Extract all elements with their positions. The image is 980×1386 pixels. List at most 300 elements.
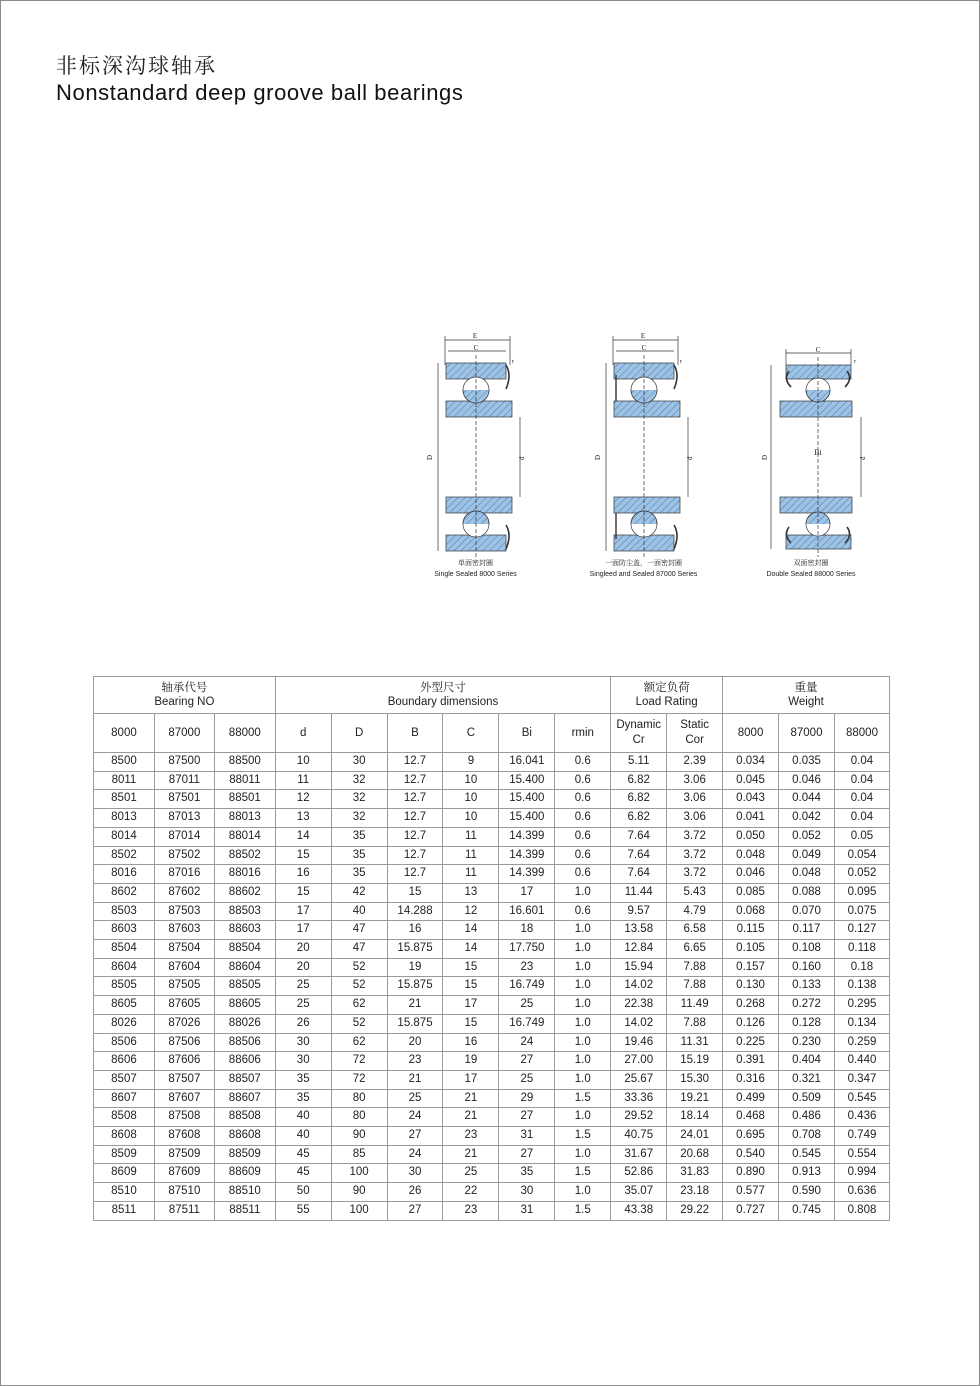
table-cell: 31 <box>499 1127 555 1146</box>
table-cell: 30 <box>499 1183 555 1202</box>
table-cell: 0.068 <box>723 902 779 921</box>
table-cell: 32 <box>331 790 387 809</box>
table-cell: 16 <box>275 865 331 884</box>
table-cell: 1.0 <box>555 940 611 959</box>
table-cell: 3.72 <box>667 846 723 865</box>
table-cell: 87511 <box>154 1201 214 1220</box>
table-row <box>94 790 890 809</box>
table-cell: 0.138 <box>834 977 889 996</box>
table-cell: 87606 <box>154 1052 214 1071</box>
table-cell: 42 <box>331 883 387 902</box>
table-cell: 11.49 <box>667 996 723 1015</box>
table-cell: 25 <box>499 996 555 1015</box>
column-header: Dynamic Cr <box>611 714 667 753</box>
table-cell: 8505 <box>94 977 155 996</box>
table-cell: 0.048 <box>779 865 835 884</box>
table-cell: 0.085 <box>723 883 779 902</box>
table-cell: 20.68 <box>667 1145 723 1164</box>
table-cell: 20 <box>275 940 331 959</box>
table-cell: 25 <box>499 1070 555 1089</box>
table-cell: 0.126 <box>723 1014 779 1033</box>
table-cell: 30 <box>275 1052 331 1071</box>
column-header: 88000 <box>834 714 889 753</box>
diagram2-caption <box>576 558 711 580</box>
table-cell: 87604 <box>154 958 214 977</box>
table-cell: 0.6 <box>555 753 611 772</box>
table-cell: 1.0 <box>555 1014 611 1033</box>
table-cell: 27 <box>499 1145 555 1164</box>
table-cell: 26 <box>275 1014 331 1033</box>
table-cell: 27 <box>499 1052 555 1071</box>
table-cell: 15 <box>275 883 331 902</box>
diagram2-label-small-d: d <box>686 456 694 460</box>
column-header: D <box>331 714 387 753</box>
table-cell: 3.72 <box>667 865 723 884</box>
diagram1-label-e: E <box>472 332 478 340</box>
page-title-cn: 非标深沟球轴承 <box>56 54 217 78</box>
table-cell: 9 <box>443 753 499 772</box>
table-cell: 25 <box>443 1164 499 1183</box>
table-cell: 88011 <box>214 771 275 790</box>
table-cell: 40 <box>331 902 387 921</box>
column-header: B <box>387 714 443 753</box>
table-cell: 30 <box>331 753 387 772</box>
table-cell: 0.225 <box>723 1033 779 1052</box>
table-cell: 21 <box>443 1108 499 1127</box>
table-cell: 12.7 <box>387 790 443 809</box>
table-cell: 17 <box>443 1070 499 1089</box>
table-cell: 88511 <box>214 1201 275 1220</box>
table-cell: 14 <box>275 827 331 846</box>
table-cell: 0.035 <box>779 753 835 772</box>
table-cell: 0.105 <box>723 940 779 959</box>
table-cell: 6.82 <box>611 790 667 809</box>
table-cell: 35 <box>331 865 387 884</box>
table-cell: 31.67 <box>611 1145 667 1164</box>
table-cell: 87014 <box>154 827 214 846</box>
table-cell: 8605 <box>94 996 155 1015</box>
table-cell: 7.88 <box>667 977 723 996</box>
table-cell: 8026 <box>94 1014 155 1033</box>
column-header: 8000 <box>723 714 779 753</box>
table-cell: 17.750 <box>499 940 555 959</box>
table-cell: 6.58 <box>667 921 723 940</box>
bearing-diagrams <box>418 325 878 595</box>
table-cell: 100 <box>331 1201 387 1220</box>
table-cell: 18 <box>499 921 555 940</box>
diagram1-caption-cn: 单面密封圈 <box>458 559 493 567</box>
table-cell: 0.160 <box>779 958 835 977</box>
table-cell: 24.01 <box>667 1127 723 1146</box>
table-cell: 0.054 <box>834 846 889 865</box>
table-row <box>94 1164 890 1183</box>
table-cell: 8510 <box>94 1183 155 1202</box>
table-cell: 24 <box>499 1033 555 1052</box>
table-cell: 7.88 <box>667 1014 723 1033</box>
table-cell: 87500 <box>154 753 214 772</box>
table-cell: 8511 <box>94 1201 155 1220</box>
table-cell: 35 <box>499 1164 555 1183</box>
table-cell: 11 <box>443 846 499 865</box>
table-cell: 15.19 <box>667 1052 723 1071</box>
table-row <box>94 1014 890 1033</box>
table-cell: 0.04 <box>834 753 889 772</box>
table-cell: 0.049 <box>779 846 835 865</box>
table-cell: 87016 <box>154 865 214 884</box>
table-cell: 72 <box>331 1052 387 1071</box>
table-cell: 16 <box>443 1033 499 1052</box>
table-cell: 13.58 <box>611 921 667 940</box>
table-cell: 14.02 <box>611 1014 667 1033</box>
table-cell: 0.043 <box>723 790 779 809</box>
table-cell: 21 <box>387 996 443 1015</box>
table-cell: 72 <box>331 1070 387 1089</box>
table-cell: 25.67 <box>611 1070 667 1089</box>
table-cell: 88509 <box>214 1145 275 1164</box>
diagram1-caption-en: Single Sealed 8000 Series <box>434 571 517 578</box>
table-cell: 88603 <box>214 921 275 940</box>
diagram3-label-small-d: d <box>859 456 867 460</box>
table-row <box>94 1089 890 1108</box>
table-cell: 0.04 <box>834 790 889 809</box>
table-cell: 8606 <box>94 1052 155 1071</box>
table-cell: 15.30 <box>667 1070 723 1089</box>
column-header: 87000 <box>154 714 214 753</box>
table-cell: 8502 <box>94 846 155 865</box>
table-cell: 0.545 <box>834 1089 889 1108</box>
table-cell: 23.18 <box>667 1183 723 1202</box>
table-cell: 22 <box>443 1183 499 1202</box>
table-cell: 29.52 <box>611 1108 667 1127</box>
table-cell: 0.994 <box>834 1164 889 1183</box>
table-cell: 88607 <box>214 1089 275 1108</box>
table-row <box>94 1033 890 1052</box>
table-cell: 87603 <box>154 921 214 940</box>
table-cell: 1.5 <box>555 1164 611 1183</box>
table-cell: 1.0 <box>555 1108 611 1127</box>
table-cell: 0.118 <box>834 940 889 959</box>
table-cell: 15.875 <box>387 1014 443 1033</box>
table-cell: 0.041 <box>723 809 779 828</box>
table-cell: 15.94 <box>611 958 667 977</box>
table-cell: 1.5 <box>555 1201 611 1220</box>
table-cell: 19.21 <box>667 1089 723 1108</box>
table-row <box>94 827 890 846</box>
table-cell: 87501 <box>154 790 214 809</box>
table-cell: 1.0 <box>555 1070 611 1089</box>
table-cell: 11 <box>275 771 331 790</box>
table-cell: 35 <box>275 1089 331 1108</box>
table-cell: 8503 <box>94 902 155 921</box>
table-cell: 1.0 <box>555 977 611 996</box>
table-cell: 25 <box>275 996 331 1015</box>
table-cell: 15 <box>443 958 499 977</box>
table-cell: 90 <box>331 1183 387 1202</box>
table-cell: 2.39 <box>667 753 723 772</box>
column-header: 87000 <box>779 714 835 753</box>
table-cell: 45 <box>275 1164 331 1183</box>
table-cell: 0.440 <box>834 1052 889 1071</box>
table-cell: 88507 <box>214 1070 275 1089</box>
table-cell: 0.259 <box>834 1033 889 1052</box>
table-cell: 0.509 <box>779 1089 835 1108</box>
table-cell: 8602 <box>94 883 155 902</box>
column-header: rmin <box>555 714 611 753</box>
table-cell: 0.6 <box>555 846 611 865</box>
diagram3-label-c: C <box>815 346 821 354</box>
table-cell: 17 <box>275 902 331 921</box>
table-cell: 0.6 <box>555 790 611 809</box>
table-cell: 14.399 <box>499 865 555 884</box>
table-cell: 0.890 <box>723 1164 779 1183</box>
table-cell: 24 <box>387 1108 443 1127</box>
table-row <box>94 921 890 940</box>
table-cell: 87608 <box>154 1127 214 1146</box>
table-cell: 12 <box>443 902 499 921</box>
table-cell: 40 <box>275 1127 331 1146</box>
table-cell: 0.554 <box>834 1145 889 1164</box>
bearing-diagrams-svg <box>418 325 878 595</box>
table-row <box>94 753 890 772</box>
table-cell: 8016 <box>94 865 155 884</box>
table-cell: 3.06 <box>667 809 723 828</box>
diagram1-caption <box>418 558 533 580</box>
diagram1-label-r: r <box>512 359 514 365</box>
table-cell: 0.050 <box>723 827 779 846</box>
table-cell: 88505 <box>214 977 275 996</box>
table-cell: 14.02 <box>611 977 667 996</box>
table-cell: 1.0 <box>555 996 611 1015</box>
table-cell: 8608 <box>94 1127 155 1146</box>
table-cell: 88504 <box>214 940 275 959</box>
table-cell: 0.545 <box>779 1145 835 1164</box>
table-cell: 23 <box>443 1127 499 1146</box>
table-cell: 100 <box>331 1164 387 1183</box>
diagram1-label-big-d: D <box>426 454 434 460</box>
table-cell: 5.11 <box>611 753 667 772</box>
table-cell: 10 <box>443 790 499 809</box>
table-cell: 88609 <box>214 1164 275 1183</box>
table-row <box>94 902 890 921</box>
table-cell: 6.65 <box>667 940 723 959</box>
table-cell: 0.499 <box>723 1089 779 1108</box>
table-cell: 45 <box>275 1145 331 1164</box>
table-cell: 16.601 <box>499 902 555 921</box>
table-cell: 35.07 <box>611 1183 667 1202</box>
group-weight: 重量 Weight <box>723 677 890 714</box>
table-cell: 31.83 <box>667 1164 723 1183</box>
table-cell: 12.7 <box>387 771 443 790</box>
diagram3-label-big-d: D <box>761 454 769 460</box>
table-cell: 87504 <box>154 940 214 959</box>
table-cell: 16.749 <box>499 1014 555 1033</box>
table-cell: 33.36 <box>611 1089 667 1108</box>
diagram3-caption-en: Double Sealed 88000 Series <box>766 571 856 578</box>
table-cell: 88605 <box>214 996 275 1015</box>
table-cell: 24 <box>387 1145 443 1164</box>
table-cell: 88602 <box>214 883 275 902</box>
table-cell: 0.6 <box>555 902 611 921</box>
table-cell: 52 <box>331 958 387 977</box>
diagram3-label-bi: Bi <box>814 448 822 457</box>
table-cell: 10 <box>443 771 499 790</box>
table-cell: 15.875 <box>387 940 443 959</box>
table-cell: 1.0 <box>555 1033 611 1052</box>
table-cell: 11.31 <box>667 1033 723 1052</box>
table-cell: 16.041 <box>499 753 555 772</box>
diagram2-caption-en: Singleed and Sealed 87000 Series <box>589 571 698 578</box>
table-cell: 12.7 <box>387 809 443 828</box>
table-cell: 87505 <box>154 977 214 996</box>
table-cell: 7.88 <box>667 958 723 977</box>
diagram2-caption-cn: 一面防尘盖，一面密封圈 <box>605 559 682 567</box>
table-cell: 0.486 <box>779 1108 835 1127</box>
table-cell: 31 <box>499 1201 555 1220</box>
table-cell: 29 <box>499 1089 555 1108</box>
table-cell: 13 <box>275 809 331 828</box>
table-cell: 8013 <box>94 809 155 828</box>
table-cell: 16.749 <box>499 977 555 996</box>
diagram2-label-c: C <box>641 344 647 352</box>
table-cell: 1.0 <box>555 883 611 902</box>
diagram1-label-c: C <box>473 344 479 352</box>
table-cell: 1.5 <box>555 1089 611 1108</box>
table-cell: 6.82 <box>611 809 667 828</box>
table-cell: 87507 <box>154 1070 214 1089</box>
table-cell: 32 <box>331 809 387 828</box>
column-header: 8000 <box>94 714 155 753</box>
column-header: Bi <box>499 714 555 753</box>
table-cell: 27 <box>387 1201 443 1220</box>
table-cell: 19 <box>387 958 443 977</box>
diagram-single-sealed <box>438 336 520 557</box>
table-cell: 22.38 <box>611 996 667 1015</box>
table-cell: 20 <box>275 958 331 977</box>
table-cell: 9.57 <box>611 902 667 921</box>
table-cell: 87509 <box>154 1145 214 1164</box>
table-cell: 8603 <box>94 921 155 940</box>
table-cell: 1.0 <box>555 1183 611 1202</box>
table-cell: 88026 <box>214 1014 275 1033</box>
table-cell: 0.108 <box>779 940 835 959</box>
table-cell: 0.046 <box>779 771 835 790</box>
table-cell: 0.295 <box>834 996 889 1015</box>
table-cell: 88016 <box>214 865 275 884</box>
table-cell: 0.404 <box>779 1052 835 1071</box>
table-cell: 15.875 <box>387 977 443 996</box>
table-cell: 88606 <box>214 1052 275 1071</box>
table-cell: 0.088 <box>779 883 835 902</box>
table-row <box>94 958 890 977</box>
table-cell: 88503 <box>214 902 275 921</box>
table-cell: 15 <box>275 846 331 865</box>
table-cell: 0.128 <box>779 1014 835 1033</box>
table-cell: 0.117 <box>779 921 835 940</box>
table-cell: 0.04 <box>834 771 889 790</box>
table-row <box>94 1183 890 1202</box>
table-cell: 8501 <box>94 790 155 809</box>
table-cell: 23 <box>443 1201 499 1220</box>
table-cell: 8011 <box>94 771 155 790</box>
table-cell: 1.0 <box>555 921 611 940</box>
table-cell: 88500 <box>214 753 275 772</box>
table-cell: 35 <box>331 846 387 865</box>
table-cell: 8508 <box>94 1108 155 1127</box>
table-row <box>94 1127 890 1146</box>
table-row <box>94 771 890 790</box>
table-cell: 7.64 <box>611 865 667 884</box>
table-cell: 87011 <box>154 771 214 790</box>
table-cell: 80 <box>331 1108 387 1127</box>
table-cell: 15 <box>443 977 499 996</box>
table-cell: 14.288 <box>387 902 443 921</box>
table-cell: 87605 <box>154 996 214 1015</box>
table-row <box>94 1108 890 1127</box>
table-cell: 87026 <box>154 1014 214 1033</box>
table-cell: 5.43 <box>667 883 723 902</box>
table-cell: 14.399 <box>499 846 555 865</box>
table-cell: 10 <box>443 809 499 828</box>
table-cell: 0.044 <box>779 790 835 809</box>
table-cell: 15.400 <box>499 809 555 828</box>
diagram3-caption <box>751 558 871 580</box>
table-cell: 0.749 <box>834 1127 889 1146</box>
table-cell: 0.391 <box>723 1052 779 1071</box>
table-cell: 87602 <box>154 883 214 902</box>
table-cell: 11 <box>443 865 499 884</box>
table-cell: 90 <box>331 1127 387 1146</box>
table-cell: 0.272 <box>779 996 835 1015</box>
table-cell: 0.6 <box>555 827 611 846</box>
table-cell: 0.095 <box>834 883 889 902</box>
table-cell: 88013 <box>214 809 275 828</box>
table-cell: 43.38 <box>611 1201 667 1220</box>
table-cell: 88508 <box>214 1108 275 1127</box>
table-row <box>94 977 890 996</box>
table-cell: 0.070 <box>779 902 835 921</box>
table-cell: 0.695 <box>723 1127 779 1146</box>
table-cell: 62 <box>331 1033 387 1052</box>
table-cell: 40.75 <box>611 1127 667 1146</box>
table-cell: 55 <box>275 1201 331 1220</box>
table-cell: 14.399 <box>499 827 555 846</box>
table-row <box>94 883 890 902</box>
table-cell: 0.045 <box>723 771 779 790</box>
table-cell: 0.745 <box>779 1201 835 1220</box>
table-cell: 25 <box>275 977 331 996</box>
table-row <box>94 846 890 865</box>
table-cell: 88604 <box>214 958 275 977</box>
diagram1-label-small-d: d <box>518 456 526 460</box>
table-cell: 0.913 <box>779 1164 835 1183</box>
table-cell: 26 <box>387 1183 443 1202</box>
table-cell: 7.64 <box>611 827 667 846</box>
table-cell: 15.400 <box>499 771 555 790</box>
table-cell: 0.042 <box>779 809 835 828</box>
table-cell: 87609 <box>154 1164 214 1183</box>
table-row <box>94 1145 890 1164</box>
table-cell: 0.6 <box>555 809 611 828</box>
table-cell: 12.7 <box>387 753 443 772</box>
table-cell: 17 <box>443 996 499 1015</box>
table-cell: 3.06 <box>667 771 723 790</box>
table-cell: 21 <box>443 1089 499 1108</box>
table-row <box>94 1052 890 1071</box>
table-cell: 3.72 <box>667 827 723 846</box>
table-cell: 0.034 <box>723 753 779 772</box>
table-row <box>94 809 890 828</box>
table-cell: 0.436 <box>834 1108 889 1127</box>
